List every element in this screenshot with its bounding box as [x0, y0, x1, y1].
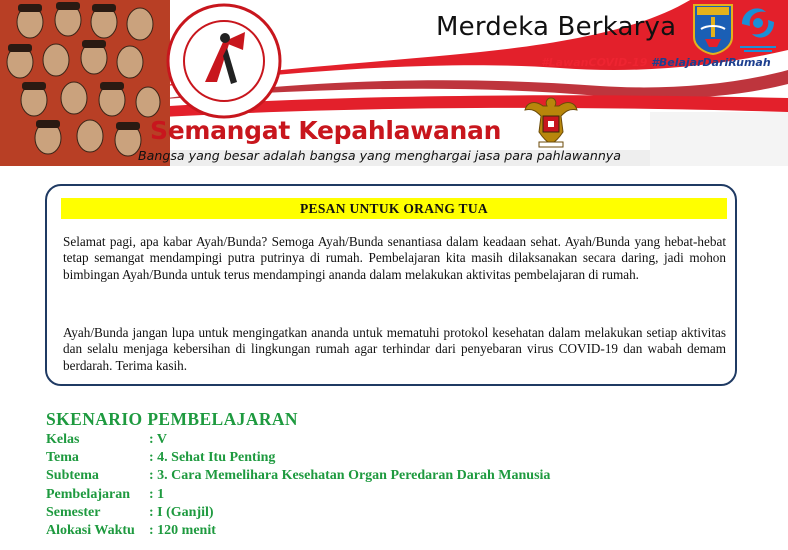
- info-value: : 1: [149, 486, 165, 502]
- info-label: Alokasi Waktu: [46, 522, 135, 538]
- message-title: PESAN UNTUK ORANG TUA: [61, 198, 727, 219]
- info-value: : I (Ganjil): [149, 504, 214, 520]
- info-value: : 3. Cara Memelihara Kesehatan Organ Peredaran Darah Manusia: [149, 468, 551, 484]
- banner-hashtags: [541, 56, 771, 69]
- banner-tagline: Bangsa yang besar adalah bangsa yang menghargai jasa para pahlawannya: [138, 148, 621, 163]
- info-value: : 4. Sehat Itu Penting: [149, 450, 276, 466]
- info-value: : V: [149, 432, 168, 447]
- info-label: Subtema: [46, 468, 99, 484]
- header-banner: [0, 0, 788, 166]
- parent-message-box: [45, 184, 737, 386]
- hashtag-lawan-covid: #LawanCOVID-19: [541, 56, 648, 69]
- jakarta-emblem-logo: [691, 3, 735, 55]
- info-label: Kelas: [46, 432, 80, 447]
- info-label: Pembelajaran: [46, 486, 130, 502]
- message-paragraph-1: Selamat pagi, apa kabar Ayah/Bunda? Semoga Ayah/Bunda senantiasa dalam keadaan sehat. Ayah/Bunda yang hebat-hebat tetap semangat mendampingi putra putrinya di rumah. Pembelajaran kita masih dilaksanakan secara daring, jadi mohon bimbingan Ayah/Bunda untuk terus mendampingi ananda dalam melakukan aktivitas pembelajaran di rumah.: [63, 234, 726, 282]
- hari-pahlawan-logo: [165, 2, 283, 120]
- info-label: Semester: [46, 504, 101, 520]
- banner-title: Merdeka Berkarya: [436, 12, 677, 42]
- heroes-portrait-collage: [0, 0, 170, 166]
- garuda-pancasila-icon: [523, 92, 579, 150]
- dinas-pendidikan-logo: [738, 2, 778, 56]
- message-paragraph-2: Ayah/Bunda jangan lupa untuk mengingatkan ananda untuk mematuhi protokol kesehatan dalam melakukan setiap aktivitas dan selalu menjaga kebersihan di lingkungan rumah agar terhindar dari penyebaran virus COVID-19 dan wabah demam berdarah. Terima kasih.: [63, 325, 726, 373]
- scenario-title: SKENARIO PEMBELAJARAN: [46, 409, 298, 429]
- hashtag-belajar-dari-rumah: #BelajarDariRumah: [651, 56, 771, 69]
- banner-headline: Semangat Kepahlawanan: [150, 116, 502, 145]
- info-label: Tema: [46, 450, 79, 466]
- info-value: : 120 menit: [149, 522, 216, 538]
